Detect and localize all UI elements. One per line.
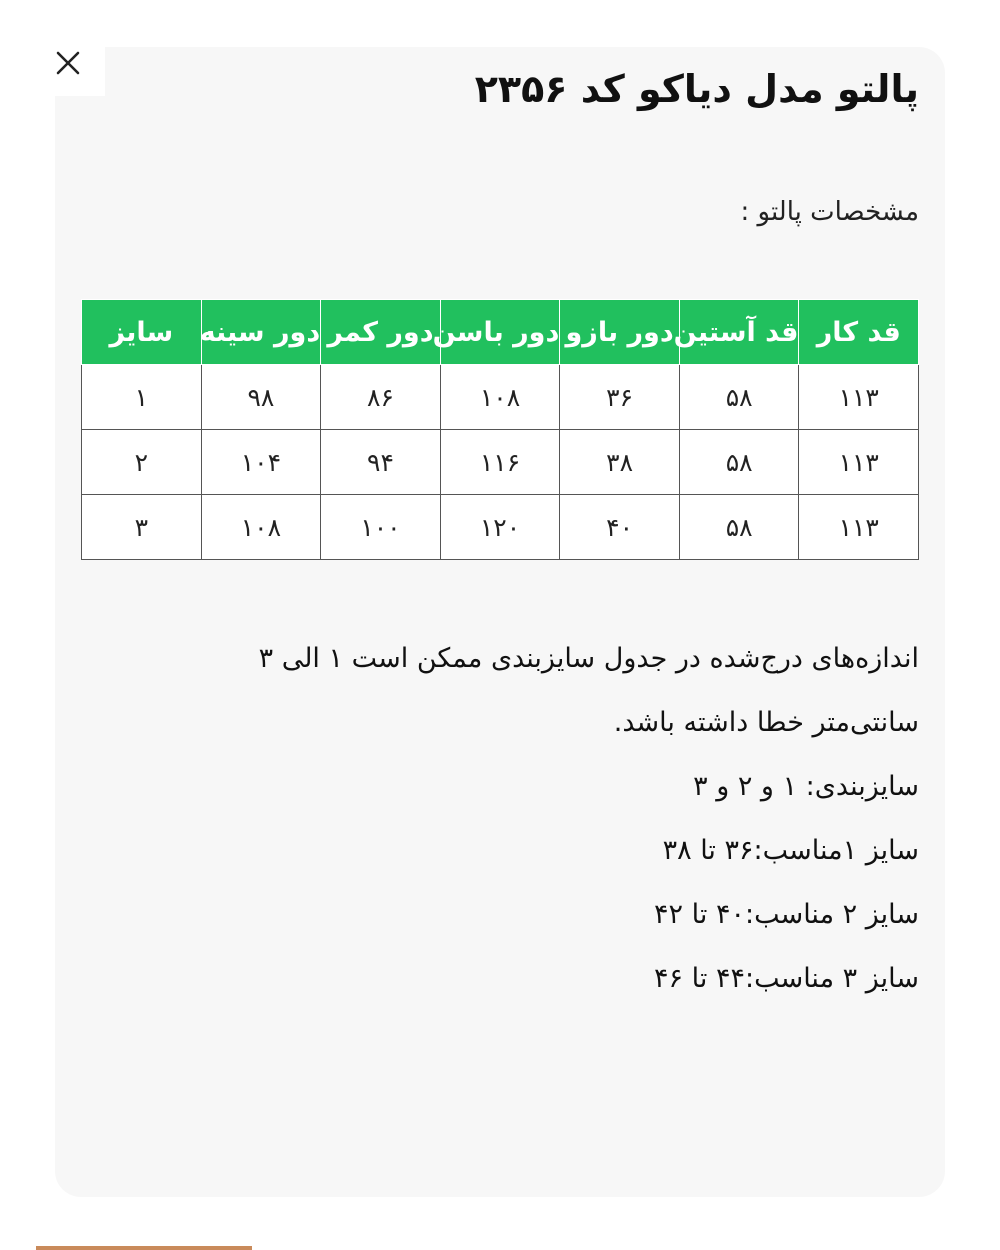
size-note-disclaimer-continued: سانتی‌متر خطا داشته باشد. — [613, 707, 919, 738]
size-note-size-3: سایز ۳ مناسب:۴۴ تا ۴۶ — [654, 963, 919, 994]
table-cell: ۱۱۳ — [799, 365, 919, 430]
size-note-sizes: سایزبندی: ۱ و ۲ و ۳ — [693, 771, 919, 802]
close-icon — [55, 50, 81, 76]
table-cell: ۳ — [82, 495, 202, 560]
table-cell: ۲ — [82, 430, 202, 495]
size-note-size-2: سایز ۲ مناسب:۴۰ تا ۴۲ — [654, 899, 919, 930]
table-cell: ۱۰۸ — [201, 495, 321, 560]
table-cell: ۱۰۸ — [440, 365, 560, 430]
table-cell: ۱۲۰ — [440, 495, 560, 560]
header-length: قد کار — [799, 300, 919, 365]
header-arm-circumference: دور بازو — [560, 300, 680, 365]
table-cell: ۵۸ — [679, 495, 799, 560]
table-cell: ۸۶ — [321, 365, 441, 430]
table-row — [82, 430, 919, 495]
table-cell: ۳۶ — [560, 365, 680, 430]
size-note-disclaimer: اندازه‌های درج‌شده در جدول سایزبندی ممکن است ۱ الی ۳ — [258, 643, 919, 674]
table-cell: ۳۸ — [560, 430, 680, 495]
table-cell: ۹۸ — [201, 365, 321, 430]
table-cell: ۱۱۶ — [440, 430, 560, 495]
size-note-size-1: سایز ۱مناسب:۳۶ تا ۳۸ — [662, 835, 919, 866]
close-button[interactable] — [30, 30, 105, 96]
header-chest-circumference: دور سینه — [201, 300, 321, 365]
header-sleeve-length: قد آستین — [679, 300, 799, 365]
bottom-divider — [36, 1246, 252, 1250]
table-cell: ۵۸ — [679, 430, 799, 495]
table-cell: ۴۰ — [560, 495, 680, 560]
table-row — [82, 495, 919, 560]
header-hip-circumference: دور باسن — [440, 300, 560, 365]
table-row — [82, 365, 919, 430]
size-notes — [159, 627, 919, 1011]
specs-heading: مشخصات پالتو : — [740, 197, 919, 227]
header-size: سایز — [82, 300, 202, 365]
table-cell: ۹۴ — [321, 430, 441, 495]
product-title: پالتو مدل دیاکو کد ۲۳۵۶ — [474, 67, 919, 111]
header-waist-circumference: دور کمر — [321, 300, 441, 365]
table-cell: ۱ — [82, 365, 202, 430]
table-cell: ۱۱۳ — [799, 430, 919, 495]
product-info-card — [55, 47, 945, 1197]
table-cell: ۱۰۴ — [201, 430, 321, 495]
size-table-header-row — [82, 300, 919, 365]
table-cell: ۵۸ — [679, 365, 799, 430]
table-cell: ۱۰۰ — [321, 495, 441, 560]
size-table — [81, 299, 919, 560]
table-cell: ۱۱۳ — [799, 495, 919, 560]
